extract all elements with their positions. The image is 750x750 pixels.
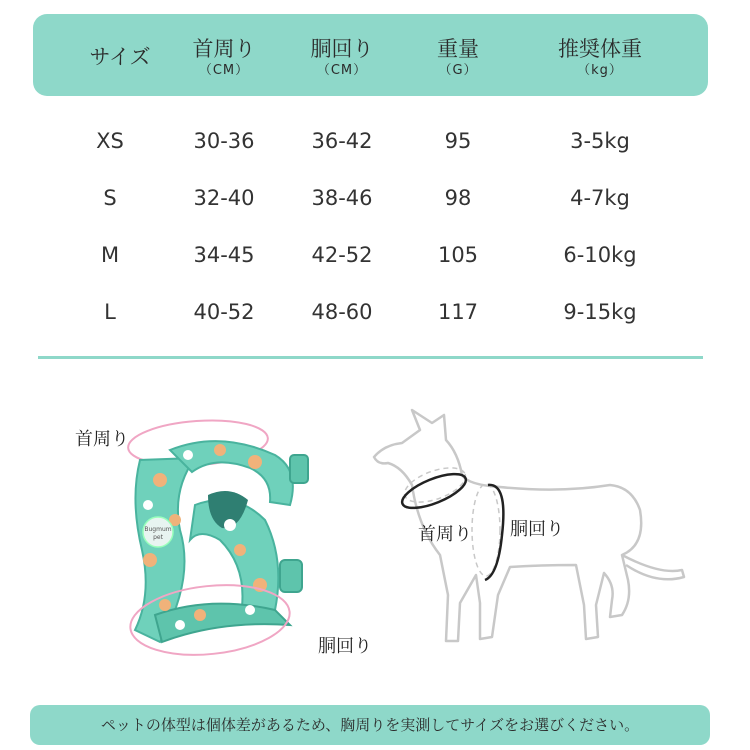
section-divider xyxy=(38,356,703,359)
header-recommended-weight xyxy=(540,14,660,96)
header-label: サイズ xyxy=(89,45,151,69)
cell-weight: 105 xyxy=(437,243,479,267)
harness-tag-text: Bugmum xyxy=(144,526,172,533)
header-label: 重量 xyxy=(437,37,479,61)
cell-weight: 95 xyxy=(444,129,472,153)
header-size xyxy=(75,14,165,96)
header-label: 推奨体重 xyxy=(558,37,642,61)
cell-recommended-weight: 3-5kg xyxy=(570,129,630,153)
header-unit: （CM） xyxy=(198,63,250,78)
cell-size: M xyxy=(100,243,120,267)
cell-recommended-weight: 6-10kg xyxy=(563,243,637,267)
cell-chest: 48-60 xyxy=(311,300,373,324)
header-label: 首周り xyxy=(192,37,256,61)
header-unit: （CM） xyxy=(316,63,368,78)
dog-chest-label: 胴回り xyxy=(510,519,564,540)
table-header xyxy=(33,14,708,96)
cell-chest: 42-52 xyxy=(311,243,373,267)
cell-size: L xyxy=(104,300,116,324)
header-weight xyxy=(413,14,503,96)
cell-neck: 40-52 xyxy=(193,300,255,324)
header-chest xyxy=(297,14,387,96)
cell-neck: 34-45 xyxy=(193,243,255,267)
table-row xyxy=(0,178,750,218)
cell-recommended-weight: 4-7kg xyxy=(570,186,630,210)
header-unit: （G） xyxy=(438,63,478,78)
cell-weight: 117 xyxy=(437,300,479,324)
cell-recommended-weight: 9-15kg xyxy=(563,300,637,324)
footer-note: ペットの体型は個体差があるため、胸周りを実測してサイズをお選びください。 xyxy=(100,716,640,734)
table-row xyxy=(0,121,750,161)
header-label: 胴回り xyxy=(310,37,374,61)
cell-neck: 32-40 xyxy=(193,186,255,210)
header-unit: （kg） xyxy=(577,63,623,78)
harness-neck-label: 首周り xyxy=(75,429,129,450)
buckle xyxy=(280,560,302,592)
header-neck xyxy=(179,14,269,96)
harness-chest-label: 胴回り xyxy=(318,636,372,657)
cell-size: S xyxy=(103,186,117,210)
cell-chest: 38-46 xyxy=(311,186,373,210)
harness-tag-text: pet xyxy=(153,534,163,541)
harness-illustration xyxy=(100,410,340,670)
footer-note-bar xyxy=(30,705,710,745)
dog-neck-label: 首周り xyxy=(418,524,472,545)
cell-weight: 98 xyxy=(444,186,472,210)
table-row xyxy=(0,235,750,275)
harness-bottom-band xyxy=(155,604,290,642)
cell-chest: 36-42 xyxy=(311,129,373,153)
buckle xyxy=(290,455,308,483)
table-row xyxy=(0,292,750,332)
cell-neck: 30-36 xyxy=(193,129,255,153)
cell-size: XS xyxy=(96,129,124,153)
